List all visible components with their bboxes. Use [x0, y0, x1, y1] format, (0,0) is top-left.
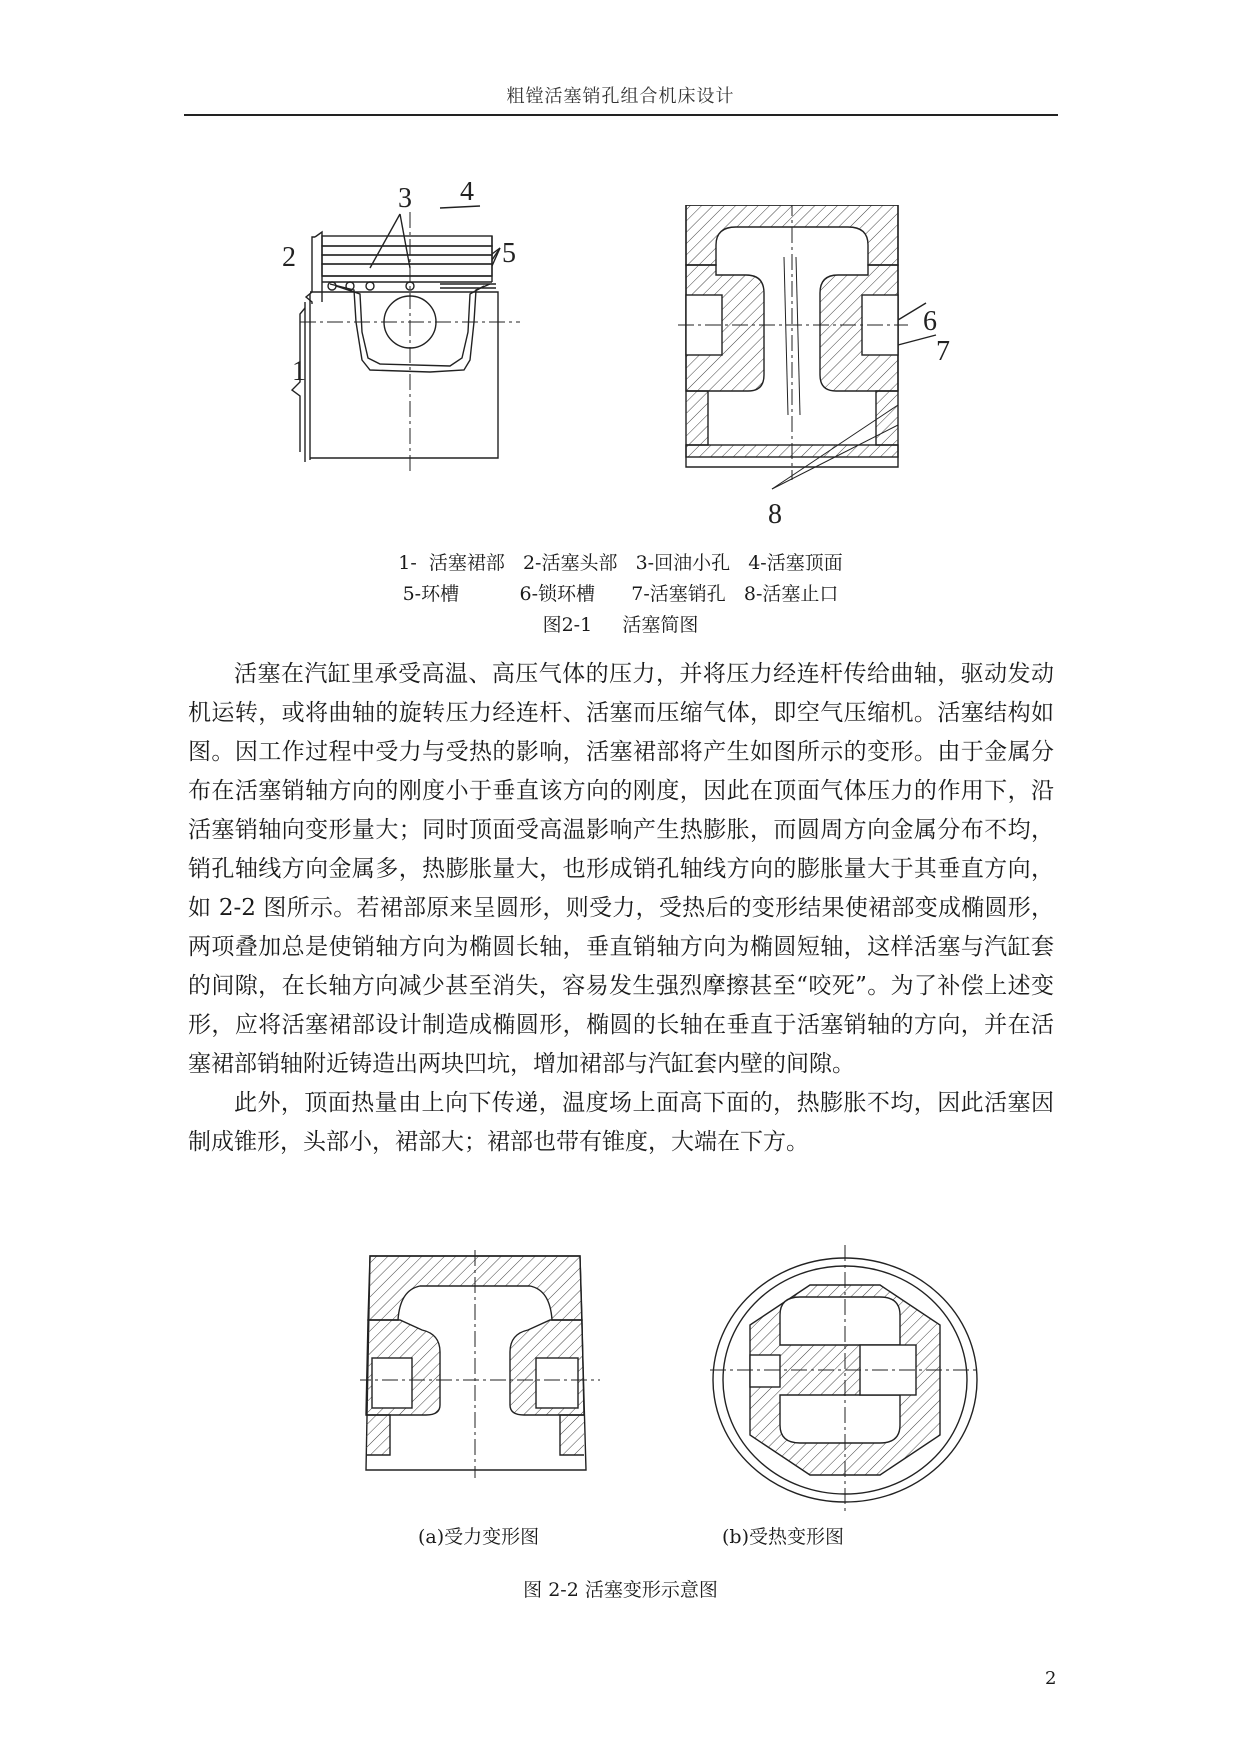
- label-2: 2: [282, 242, 296, 273]
- force-deformation-drawing: [360, 1250, 600, 1480]
- figure2-caption: 图 2-2 活塞变形示意图: [523, 1579, 718, 1601]
- body-text: [188, 655, 1054, 1162]
- page-number: 2: [1045, 1668, 1057, 1689]
- label-3: 3: [398, 183, 412, 214]
- page-header: 粗镗活塞销孔组合机床设计: [506, 86, 735, 107]
- label-1: 1: [292, 356, 306, 387]
- figure1-legend-line2: 5-环槽 6-锁环槽 7-活塞销孔 8-活塞止口: [402, 583, 839, 605]
- thermal-deformation-drawing: [710, 1245, 980, 1515]
- figure1-caption: 图2-1 活塞简图: [542, 614, 699, 636]
- label-7: 7: [936, 336, 950, 367]
- header-rule: [184, 114, 1058, 116]
- label-5: 5: [502, 238, 516, 269]
- piston-exterior-drawing: [270, 182, 570, 482]
- label-8: 8: [768, 499, 782, 525]
- label-6: 6: [923, 306, 937, 337]
- piston-section-drawing: [668, 205, 968, 525]
- figure1-legend-line1: 1- 活塞裙部 2-活塞头部 3-回油小孔 4-活塞顶面: [398, 552, 843, 574]
- subcaption-b: (b)受热变形图: [722, 1526, 844, 1548]
- paragraph-2: 此外，顶面热量由上向下传递，温度场上面高下面的，热膨胀不均，因此活塞因制成锥形，头部小，裙部大；裙部也带有锥度，大端在下方。: [188, 1090, 1054, 1155]
- subcaption-a: (a)受力变形图: [418, 1526, 540, 1548]
- label-4: 4: [460, 182, 474, 207]
- paragraph-1: 活塞在汽缸里承受高温、高压气体的压力，并将压力经连杆传给曲轴，驱动发动机运转，或将曲轴的旋转压力经连杆、活塞而压缩气体，即空气压缩机。活塞结构如图。因工作过程中受力与受热的影响，活塞裙部将产生如图所示的变形。由于金属分布在活塞销轴方向的刚度小于垂直该方向的刚度，因此在顶面气体压力的作用下，沿活塞销轴向变形量大；同时顶面受高温影响产生热膨胀，而圆周方向金属分布不均，销孔轴线方向金属多，热膨胀量大，也形成销孔轴线方向的膨胀量大于其垂直方向，如 2-2 图所示。若裙部原来呈圆形，则受力，受热后的变形结果使裙部变成椭圆形，两项叠加总是使销轴方向为椭圆长轴，垂直销轴方向为椭圆短轴，这样活塞与汽缸套的间隙，在长轴方向减少甚至消失，容易发生强烈摩擦甚至“咬死”。为了补偿上述变形，应将活塞裙部设计制造成椭圆形，椭圆的长轴在垂直于活塞销轴的方向，并在活塞裙部销轴附近铸造出两块凹坑，增加裙部与汽缸套内壁的间隙。: [188, 661, 1054, 1077]
- figure1-legend: [0, 548, 1241, 637]
